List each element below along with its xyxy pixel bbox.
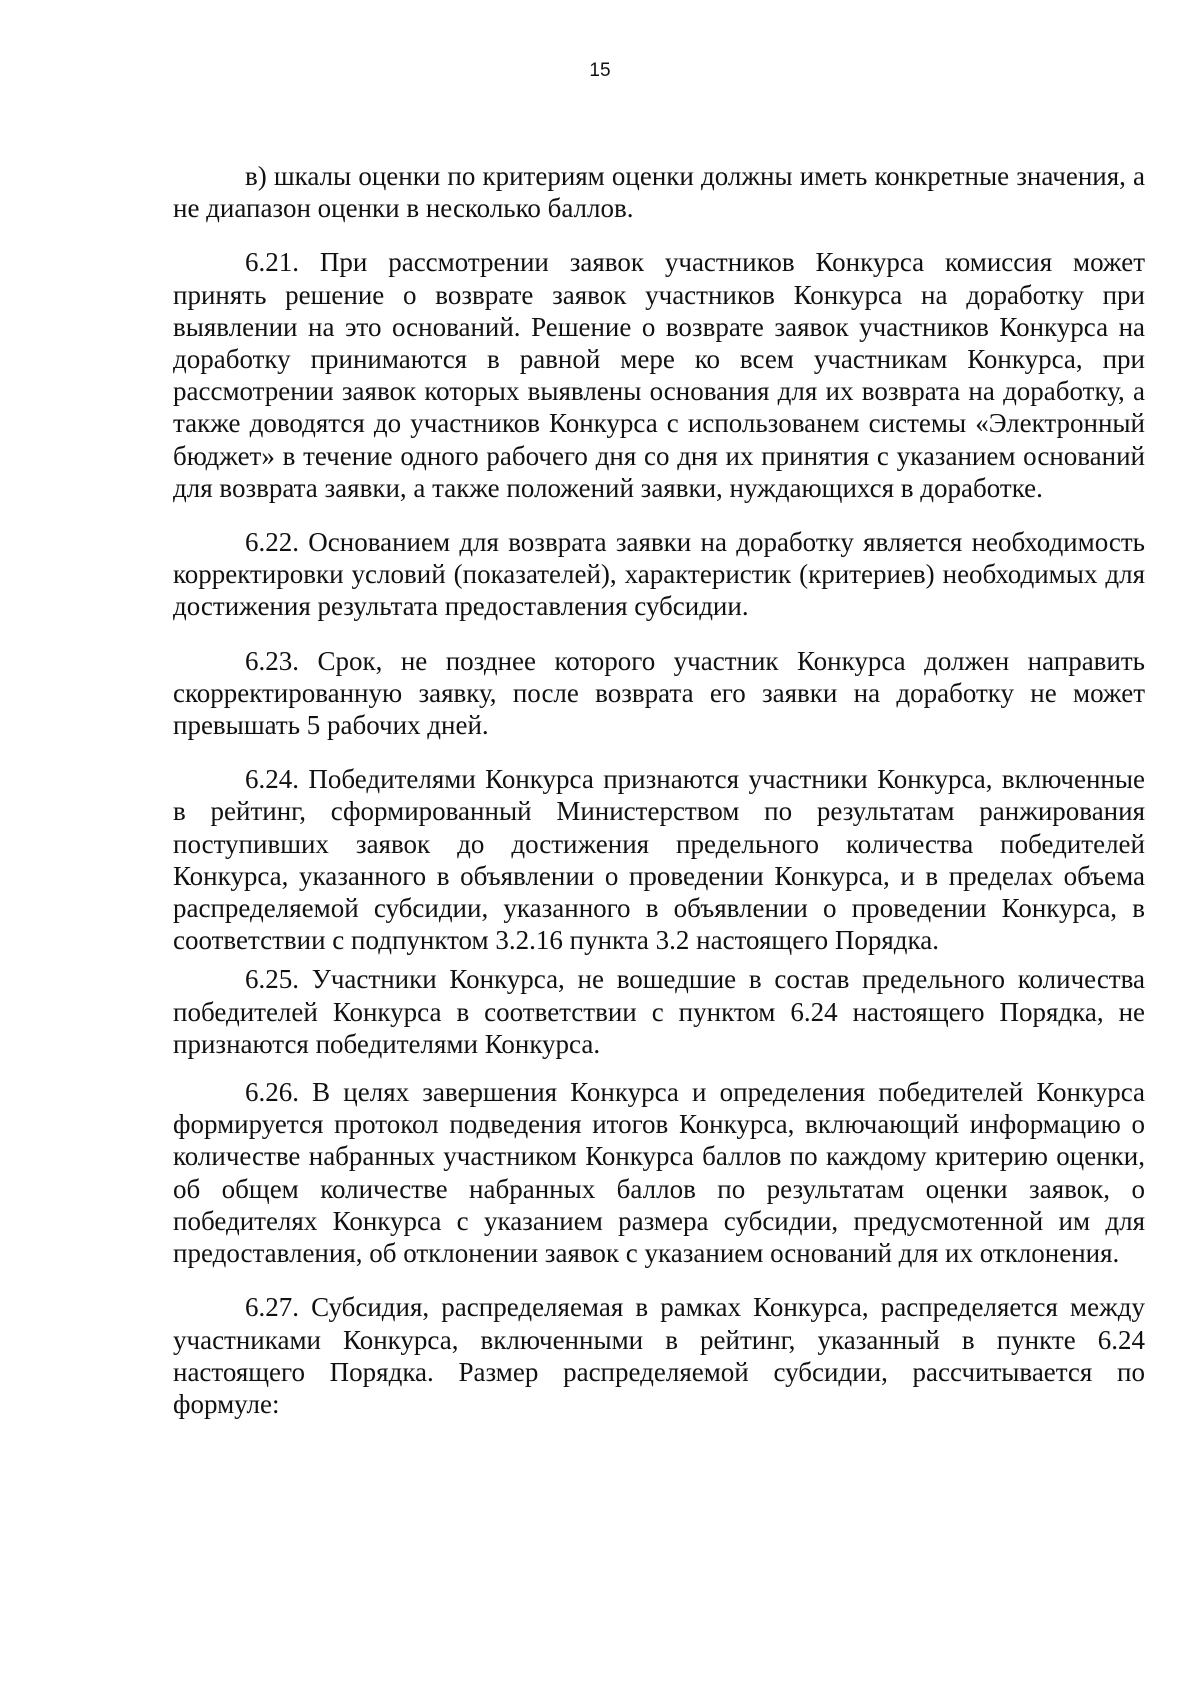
paragraph-6-26: 6.26. В целях завершения Конкурса и определения победителей Конкурса формируется протокол подведения итогов Конкурса, включающий информацию о количестве набранных участником Конкурса баллов по каждому критерию оценки, об общем количестве набранных баллов по результатам оценки заявок, о победителях Конкурса с указанием размера субсидии, предусмотенной им для предоставления, об отклонении заявок с указанием оснований для их отклонения. [173,1077,1145,1269]
paragraph-6-27: 6.27. Субсидия, распределяемая в рамках Конкурса, распределяется между участниками Конкурса, включенными в рейтинг, указанный в пункте 6.24 настоящего Порядка. Размер распределяемой субсидии, рассчитывается по формуле: [173,1292,1145,1419]
page-number: 15 [589,60,611,81]
document-body [173,160,1145,1420]
paragraph-6-21: 6.21. При рассмотрении заявок участников Конкурса комиссия может принять решение о возврате заявок участников Конкурса на доработку при выявлении на это оснований. Решение о возврате заявок участников Конкурса на доработку принимаются в равной мере ко всем участникам Конкурса, при рассмотрении заявок которых выявлены основания для их возврата на доработку, а также доводятся до участников Конкурса с использованем системы «Электронный бюджет» в течение одного рабочего дня со дня их принятия с указанием оснований для возврата заявки, а также положений заявки, нуждающихся в доработке. [173,247,1145,503]
paragraph-6-20-v: в) шкалы оценки по критериям оценки должны иметь конкретные значения, а не диапазон оценки в несколько баллов. [173,161,1145,224]
paragraph-6-25: 6.25. Участники Конкурса, не вошедшие в состав предельного количества победителей Конкурса в соответствии с пунктом 6.24 настоящего Порядка, не признаются победителями Конкурса. [173,964,1145,1059]
paragraph-6-24: 6.24. Победителями Конкурса признаются участники Конкурса, включенные в рейтинг, сформированный Министерством по результатам ранжирования поступивших заявок до достижения предельного количества победителей Конкурса, указанного в объявлении о проведении Конкурса, и в пределах объема распределяемой субсидии, указанного в объявлении о проведении Конкурса, в соответствии с подпунктом 3.2.16 пункта 3.2 настоящего Порядка. [173,764,1145,956]
paragraph-6-22: 6.22. Основанием для возврата заявки на доработку является необходимость корректировки условий (показателей), характеристик (критериев) необходимых для достижения результата предоставления субсидии. [173,527,1145,622]
paragraph-6-23: 6.23. Срок, не позднее которого участник Конкурса должен направить скорректированную заявку, после возврата его заявки на доработку не может превышать 5 рабочих дней. [173,645,1145,741]
